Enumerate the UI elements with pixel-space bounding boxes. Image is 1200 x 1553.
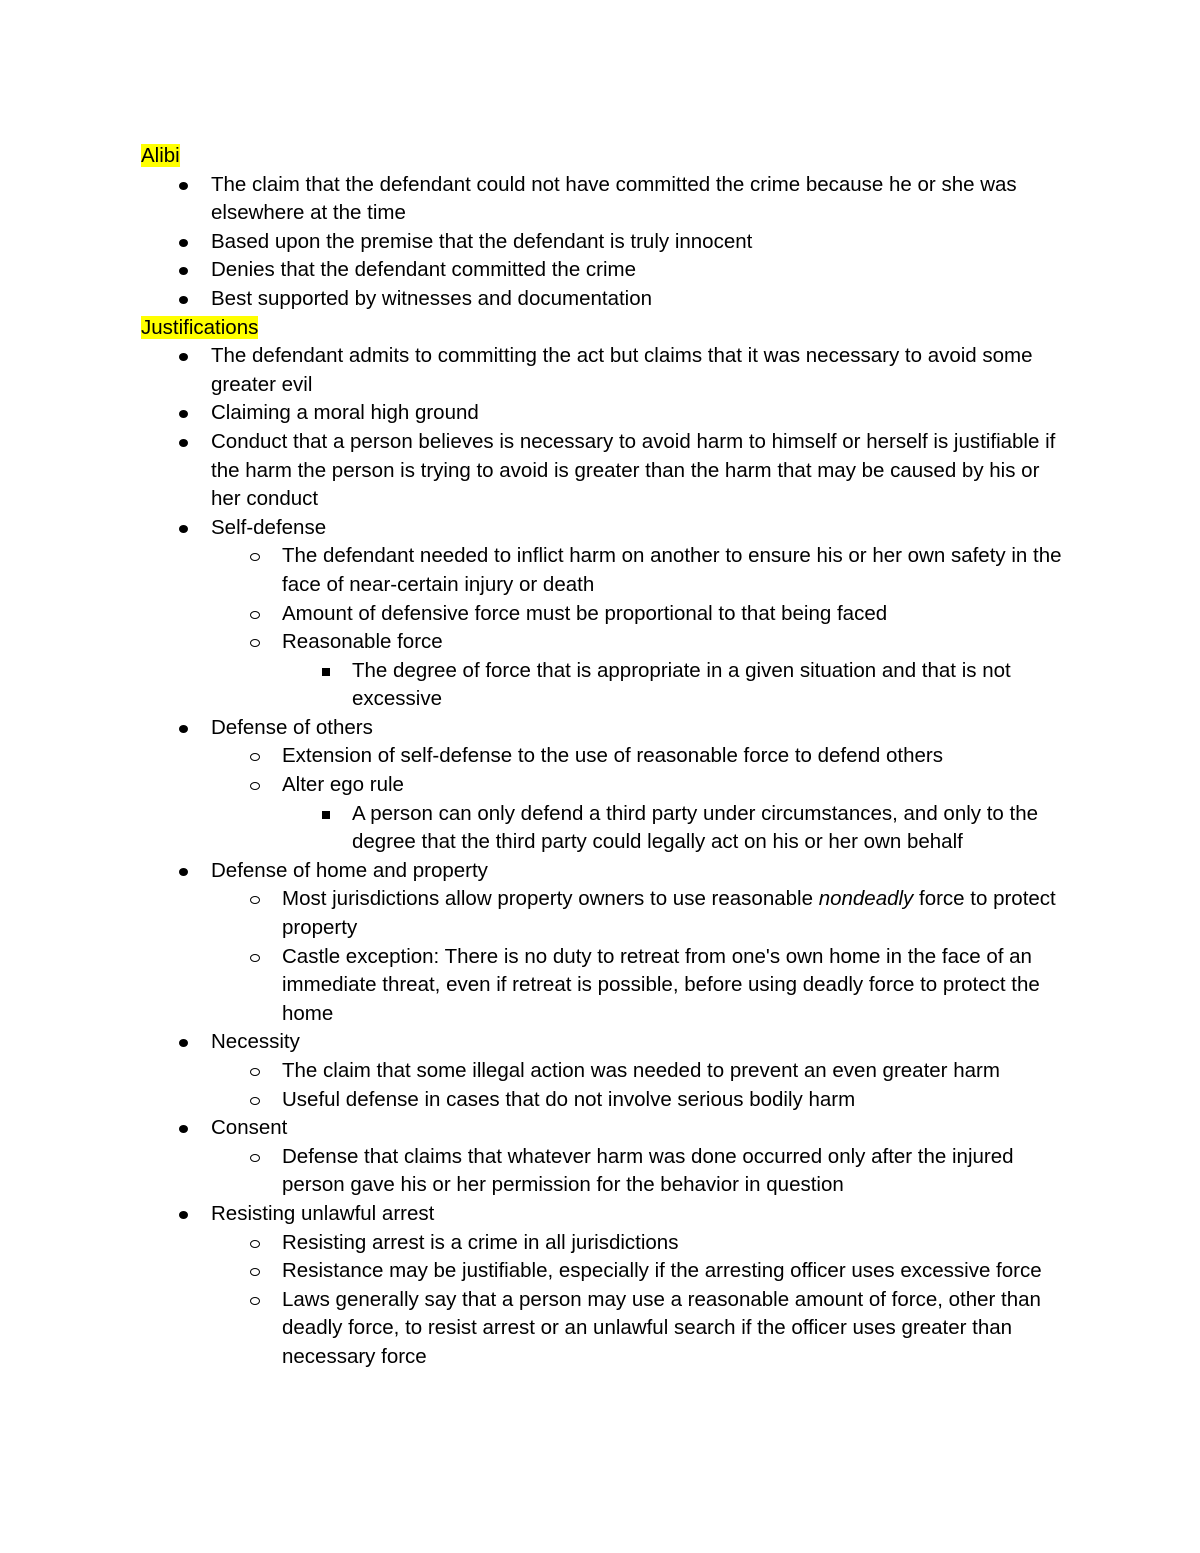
- list-item: [141, 171, 1071, 228]
- list-item-consent: [141, 1114, 1071, 1143]
- sublist-item-text: Extension of self-defense to the use of reasonable force to defend others: [282, 744, 943, 768]
- sublist-item: [141, 1286, 1071, 1372]
- hollow-circle-bullet-icon: [250, 611, 260, 619]
- self-defense-sublist: [141, 542, 1071, 656]
- square-bullet-icon: [322, 811, 330, 819]
- resisting-arrest-sublist: [141, 1229, 1071, 1372]
- justifications-list: [141, 342, 1071, 542]
- sublist-item: [141, 742, 1071, 771]
- sublist-item: [141, 628, 1071, 657]
- filled-bullet-icon: [179, 1125, 188, 1133]
- list-item: [141, 428, 1071, 514]
- hollow-circle-bullet-icon: [250, 1297, 260, 1305]
- sublist-item: [141, 943, 1071, 1029]
- filled-bullet-icon: [179, 525, 188, 533]
- list-item-text: Consent: [211, 1116, 288, 1140]
- sublist-item-text: Defense that claims that whatever harm was done occurred only after the injured person gave his or her permission for the behavior in question: [282, 1144, 1014, 1197]
- list-item-text: Self-defense: [211, 515, 327, 539]
- sublist-item: [141, 1086, 1071, 1115]
- alter-ego-sublist: [141, 800, 1071, 857]
- sub-sublist-item: [141, 800, 1071, 857]
- list-item: [141, 228, 1071, 257]
- sublist-item: [141, 600, 1071, 629]
- list-item-defense-of-others: [141, 714, 1071, 743]
- hollow-circle-bullet-icon: [250, 1240, 260, 1248]
- hollow-circle-bullet-icon: [250, 782, 260, 790]
- sublist-item-text: Resistance may be justifiable, especially if the arresting officer uses excessive force: [282, 1259, 1042, 1283]
- hollow-circle-bullet-icon: [250, 639, 260, 647]
- sublist-item: [141, 542, 1071, 599]
- square-bullet-icon: [322, 668, 330, 676]
- section-heading-alibi: [141, 142, 1071, 171]
- list-item-text: Based upon the premise that the defendant is truly innocent: [211, 229, 753, 253]
- sub-sublist-item: [141, 657, 1071, 714]
- sublist-item-text: Resisting arrest is a crime in all jurisdictions: [282, 1230, 679, 1254]
- necessity-sublist: [141, 1057, 1071, 1114]
- justifications-list-continued: [141, 1200, 1071, 1229]
- sublist-item-text: Reasonable force: [282, 630, 443, 654]
- filled-bullet-icon: [179, 353, 188, 361]
- sublist-item-text: Laws generally say that a person may use a reasonable amount of force, other than deadly force, to resist arrest or an unlawful search if the officer uses greater than necessary force: [282, 1287, 1041, 1368]
- sublist-item-text: Useful defense in cases that do not involve serious bodily harm: [282, 1087, 856, 1111]
- sub-sublist-item-text: A person can only defend a third party under circumstances, and only to the degree that the third party could legally act on his or her own behalf: [352, 801, 1039, 854]
- hollow-circle-bullet-icon: [250, 753, 260, 761]
- justifications-list-continued: [141, 714, 1071, 743]
- sublist-item: [141, 771, 1071, 800]
- hollow-circle-bullet-icon: [250, 553, 260, 561]
- hollow-circle-bullet-icon: [250, 896, 260, 904]
- sublist-item: [141, 885, 1071, 942]
- sublist-item-text-start: Most jurisdictions allow property owners to use reasonable: [282, 887, 819, 911]
- list-item-resisting-arrest: [141, 1200, 1071, 1229]
- justifications-list-continued: [141, 1028, 1071, 1057]
- filled-bullet-icon: [179, 868, 188, 876]
- defense-of-others-sublist: [141, 742, 1071, 799]
- list-item: [141, 256, 1071, 285]
- list-item-text: Necessity: [211, 1030, 300, 1054]
- list-item-text: Resisting unlawful arrest: [211, 1201, 435, 1225]
- filled-bullet-icon: [179, 239, 188, 247]
- justifications-list-continued: [141, 857, 1071, 886]
- list-item: [141, 399, 1071, 428]
- filled-bullet-icon: [179, 296, 188, 304]
- sublist-item-text: The claim that some illegal action was needed to prevent an even greater harm: [282, 1059, 1000, 1082]
- sublist-item-text: Alter ego rule: [282, 773, 404, 797]
- list-item-text: Defense of home and property: [211, 858, 488, 882]
- sublist-item: [141, 1057, 1071, 1086]
- filled-bullet-icon: [179, 725, 188, 733]
- filled-bullet-icon: [179, 439, 188, 447]
- alibi-list: [141, 171, 1071, 314]
- defense-of-home-sublist: [141, 885, 1071, 1028]
- list-item-text: Claiming a moral high ground: [211, 401, 479, 425]
- reasonable-force-sublist: [141, 657, 1071, 714]
- list-item: [141, 342, 1071, 399]
- filled-bullet-icon: [179, 1039, 188, 1047]
- sublist-item-text-end: force to protect property: [282, 887, 1056, 940]
- section-heading-justifications: [141, 314, 1071, 343]
- sublist-item-text: Castle exception: There is no duty to retreat from one's own home in the face of an immediate threat, even if retreat is possible, before using deadly force to protect the home: [282, 944, 1040, 1025]
- hollow-circle-bullet-icon: [250, 1154, 260, 1162]
- list-item-text: Defense of others: [211, 715, 373, 739]
- list-item-necessity: [141, 1028, 1071, 1057]
- hollow-circle-bullet-icon: [250, 1097, 260, 1105]
- highlighted-heading-text: Alibi: [141, 144, 180, 167]
- hollow-circle-bullet-icon: [250, 1268, 260, 1276]
- sublist-item: [141, 1143, 1071, 1200]
- list-item-text: Denies that the defendant committed the crime: [211, 258, 637, 282]
- hollow-circle-bullet-icon: [250, 954, 260, 962]
- list-item-text: The claim that the defendant could not have committed the crime because he or she was elsewhere at the time: [211, 172, 1017, 225]
- list-item-text: Best supported by witnesses and documentation: [211, 286, 653, 310]
- sublist-item-text: The defendant needed to inflict harm on another to ensure his or her own safety in the face of near-certain injury or death: [282, 544, 1062, 596]
- sub-sublist-item-text: The degree of force that is appropriate in a given situation and that is not excessive: [352, 658, 1011, 711]
- highlighted-heading-text: Justifications: [141, 315, 259, 339]
- consent-sublist: [141, 1143, 1071, 1200]
- sublist-item: [141, 1229, 1071, 1258]
- hollow-circle-bullet-icon: [250, 1068, 260, 1076]
- filled-bullet-icon: [179, 267, 188, 275]
- sublist-item: [141, 1257, 1071, 1286]
- sublist-item-text: Amount of defensive force must be proportional to that being faced: [282, 601, 888, 625]
- list-item-defense-of-home: [141, 857, 1071, 886]
- filled-bullet-icon: [179, 1211, 188, 1219]
- list-item-text: The defendant admits to committing the act but claims that it was necessary to avoid some greater evil: [211, 344, 1033, 396]
- notes-body: [141, 142, 1071, 1372]
- filled-bullet-icon: [179, 410, 188, 418]
- filled-bullet-icon: [179, 182, 188, 190]
- list-item: [141, 285, 1071, 314]
- justifications-list-continued: [141, 1114, 1071, 1143]
- emphasized-word: nondeadly: [818, 887, 914, 911]
- list-item-text: Conduct that a person believes is necessary to avoid harm to himself or herself is justifiable if the harm the person is trying to avoid is greater than the harm that may be caused by his or her conduct: [211, 429, 1056, 511]
- list-item-self-defense: [141, 514, 1071, 543]
